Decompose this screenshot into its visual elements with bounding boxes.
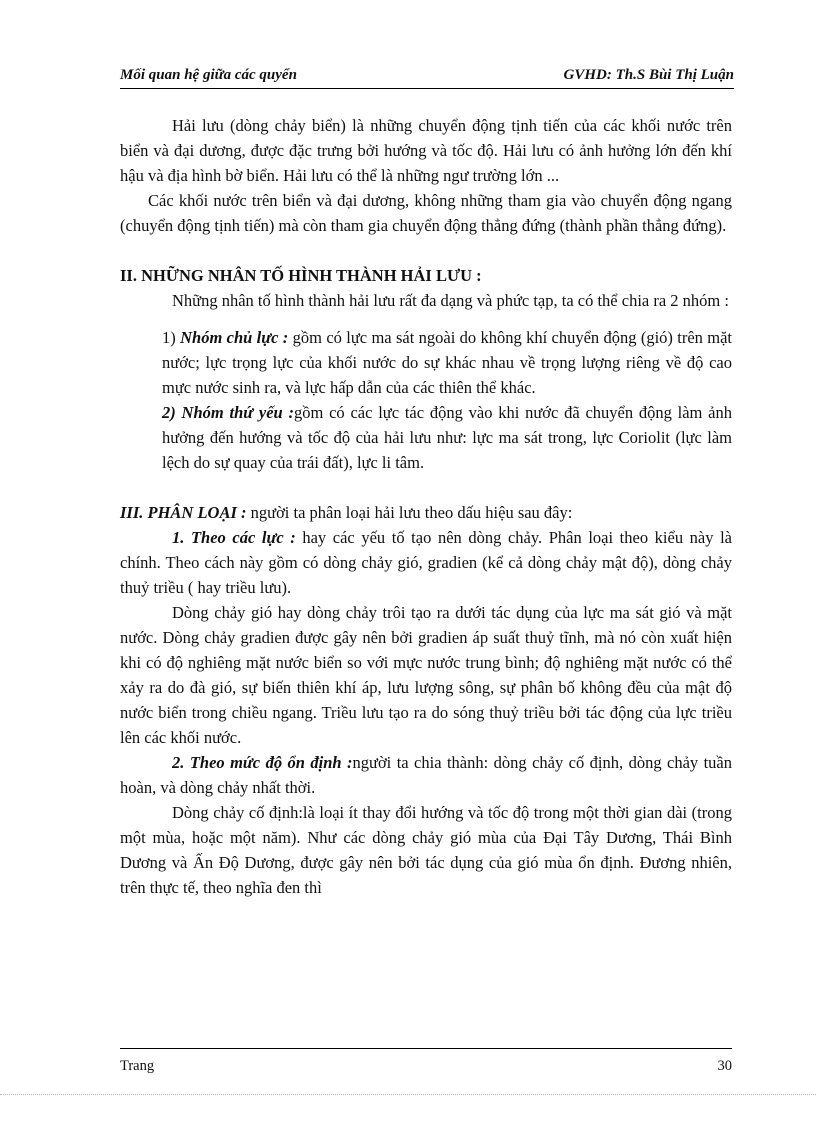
list-item-secondary-forces xyxy=(120,400,732,475)
subsection-by-stability xyxy=(120,750,732,800)
list-label: Nhóm chủ lực : xyxy=(180,328,289,347)
subsection-by-forces xyxy=(120,525,732,600)
subsection-label: 2. Theo mức độ ổn định : xyxy=(172,753,353,772)
paragraph-fixed-currents: Dòng chảy cố định:là loại ít thay đổi hướng và tốc độ trong một thời gian dài (trong một mùa, hoặc một năm). Như các dòng chảy gió mùa của Đại Tây Dương, Thái Bình Dương và Ấn Độ Dương, được gây nên bởi tác dụng của gió mùa ổn định. Đương nhiên, trên thực tế, theo nghĩa đen thì xyxy=(120,803,732,897)
section-heading-3 xyxy=(120,500,732,525)
header-title: Mối quan hệ giữa các quyển xyxy=(120,67,297,83)
subsection-text: người ta chia thành: dòng chảy cố định, dòng chảy tuần hoàn, và dòng chảy nhất thời. xyxy=(120,753,733,797)
list-text: gồm có các lực tác động vào khi nước đã chuyển động làm ảnh hưởng đến hướng và tốc độ của hải lưu như: lực ma sát trong, lực Coriolit (lực làm lệch do sự quay của trái đất), lực li tâm. xyxy=(162,403,732,472)
paragraph-vertical-motion: Các khối nước trên biển và đại dương, không những tham gia vào chuyển động ngang (chuyển động tịnh tiến) mà còn tham gia chuyển động thẳng đứng (thành phần thẳng đứng). xyxy=(120,191,732,235)
page-break-line xyxy=(0,1094,816,1095)
list-number: 2) xyxy=(162,403,176,422)
list-text: gồm có lực ma sát ngoài do không khí chuyển động (gió) trên mặt nước; lực trọng lực của khối nước do sự khác nhau về trọng lượng riêng về độ cao mực nước sinh ra, và lực hấp dẫn của các thiên thể khác. xyxy=(162,328,732,397)
page-number: 30 xyxy=(717,1058,732,1074)
document-body xyxy=(120,113,732,900)
heading-text: người ta phân loại hải lưu theo dấu hiệu sau đây: xyxy=(246,503,573,522)
header-instructor: GVHD: Th.S Bùi Thị Luận xyxy=(563,67,734,83)
list-item-main-forces xyxy=(120,325,732,400)
footer-page-label: Trang xyxy=(120,1058,155,1074)
paragraph-factors: Những nhân tố hình thành hải lưu rất đa dạng và phức tạp, ta có thể chia ra 2 nhóm : xyxy=(172,291,729,310)
page-header xyxy=(120,66,734,89)
page-footer xyxy=(120,1048,732,1079)
list-number: 1) xyxy=(162,328,176,347)
subsection-text: hay các yếu tố tạo nên dòng chảy. Phân loại theo kiểu này là chính. Theo cách này gồm có dòng chảy gió, gradien (kể cả dòng chảy mật độ), dòng chảy thuỷ triều ( hay triều lưu). xyxy=(120,528,732,597)
heading-label: III. PHÂN LOẠI : xyxy=(120,503,247,522)
paragraph-wind-currents: Dòng chảy gió hay dòng chảy trôi tạo ra dưới tác dụng của lực ma sát gió và mặt nước. Dòng chảy gradien được gây nên bởi gradien áp suất thuỷ tĩnh, mà nó còn xuất hiện khi có độ nghiêng mặt nước biển so với mực nước trung bình; độ nghiêng mặt nước có thể xảy ra do đà gió, sự biến thiên khí áp, lưu lượng sông, sự phân bố không đều của mật độ nước biển trong chiều ngang. Triều lưu tạo ra do sóng thuỷ triều bởi tác động của lực triều lên các khối nước. xyxy=(120,603,732,747)
section-heading-2: II. NHỮNG NHÂN TỐ HÌNH THÀNH HẢI LƯU : xyxy=(120,266,482,285)
subsection-label: 1. Theo các lực : xyxy=(172,528,296,547)
list-label: Nhóm thứ yếu : xyxy=(181,403,294,422)
paragraph-intro: Hải lưu (dòng chảy biển) là những chuyển động tịnh tiến của các khối nước trên biển và đại dương, được đặc trưng bởi hướng và tốc độ. Hải lưu có ảnh hưởng lớn đến khí hậu và địa hình bờ biển. Hải lưu có thể là những ngư trường lớn ... xyxy=(120,116,732,185)
